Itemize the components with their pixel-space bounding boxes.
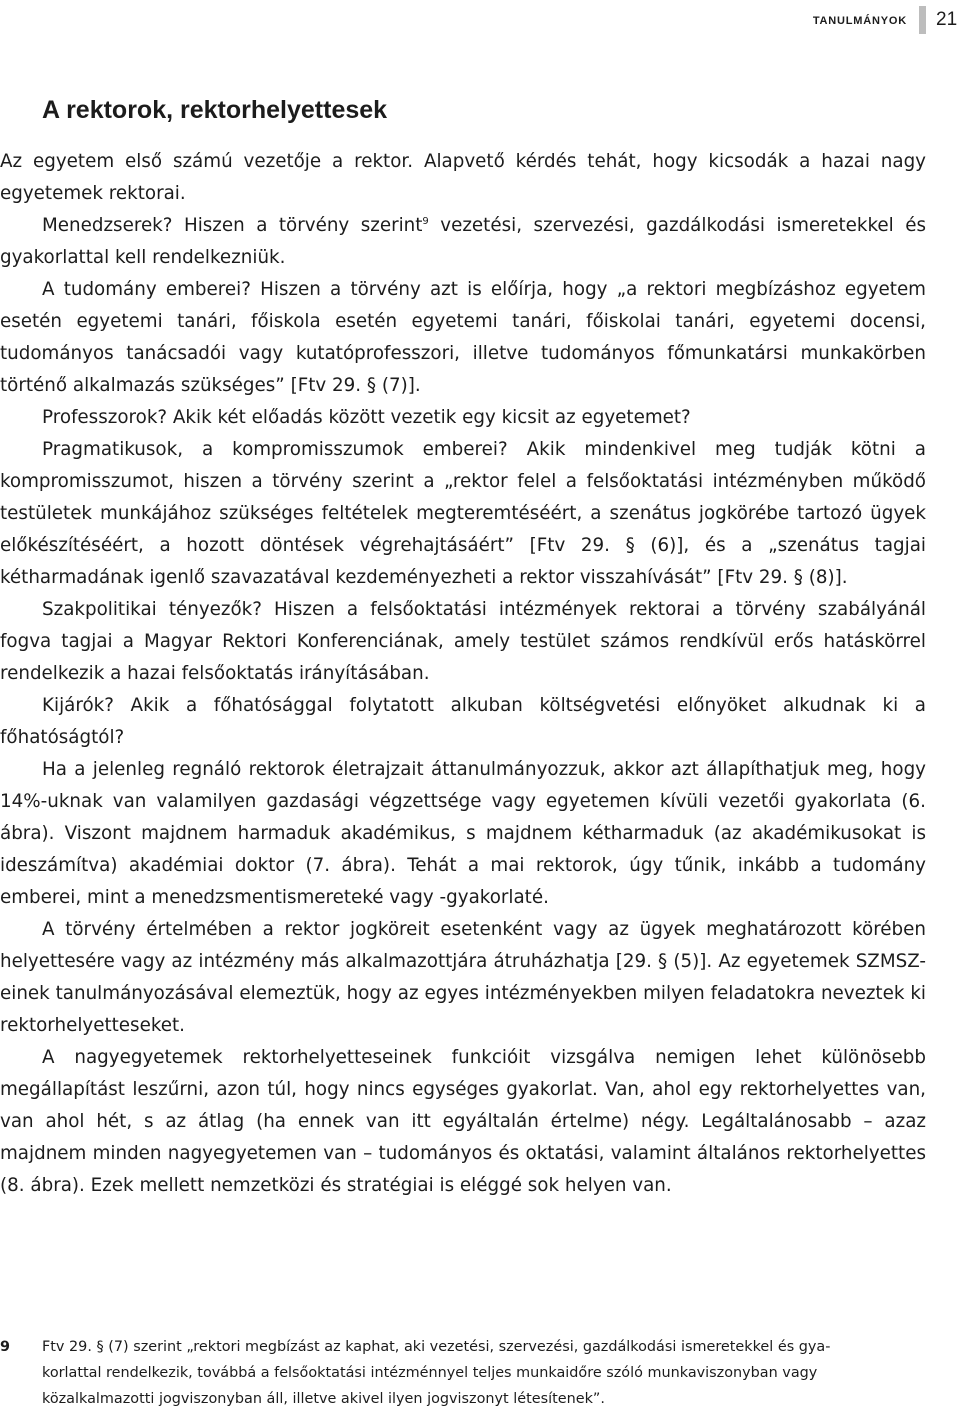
paragraph-2-text-b: vezetési, szervezési, gazdálkodási ismeretekkel és gyakorlattal kell rendelkezniük.: [0, 215, 926, 268]
paragraph-4: Professzorok? Akik két előadás között vezetik egy kicsit az egyetemet?: [42, 407, 691, 428]
page-number: 21: [936, 9, 958, 30]
running-header-section: tanulmányok: [812, 11, 907, 28]
running-header: [813, 6, 960, 34]
paragraph-1: Az egyetem első számú vezetője a rektor. Alapvető kérdés tehát, hogy kicsodák a hazai nagy egyetemek rektorai.: [0, 151, 926, 204]
footnote-reference[interactable]: 9: [422, 216, 429, 227]
footnote-text: [42, 1334, 924, 1412]
paragraph-7: Kijárók? Akik a főhatósággal folytatott alkuban költségvetési előnyöket alkudnak ki a főhatóságtól?: [0, 695, 926, 748]
paragraph-2: [0, 210, 926, 274]
paragraph-10: A nagyegyetemek rektorhelyetteseinek funkcióit vizsgálva nemigen lehet különösebb megállapítást leszűrni, azon túl, hogy nincs egységes gyakorlat. Van, ahol egy rektorhelyettes van, van ahol hét, s az átlag (ha ennek van itt egyáltalán értelme) négy. Legáltalánosabb – azaz majdnem minden nagyegyetemen van – tudományos és oktatási, valamint általános rektorhelyettes (8. ábra). Ezek mellett nemzetközi és stratégiai is eléggé sok helyen van.: [0, 1047, 926, 1196]
paragraph-3: A tudomány emberei? Hiszen a törvény azt is előírja, hogy „a rektori megbízáshoz egyetem esetén egyetemi tanári, főiskola esetén egyetemi tanári, főiskolai tanári, egyetemi docensi, tudományos tanácsadói vagy kutatóprofesszori, illetve tudományos főmunkatársi munkakörben történő alkalmazás szükséges” [Ftv 29. § (7)].: [0, 279, 926, 396]
paragraph-9: A törvény értelmében a rektor jogköreit esetenként vagy az ügyek meghatározott körében helyettesére vagy az intézmény más alkalmazottjára átruházhatja [29. § (5)]. Az egyetemek SZMSZ-einek tanulmányozásával elemeztük, hogy az egyes intézményekben milyen feladatokra neveztek ki rektorhelyetteseket.: [0, 919, 926, 1036]
paragraph-6: Szakpolitikai tényezők? Hiszen a felsőoktatási intézmények rektorai a törvény szabályánál fogva tagjai a Magyar Rektori Konferenciának, amely testület számos rendkívül erős hatáskörrel rendelkezik a hazai felsőoktatás irányításában.: [0, 599, 926, 684]
body-text: [0, 146, 926, 1202]
section-heading: A rektorok, rektorhelyettesek: [42, 96, 388, 124]
footnote-number: 9: [0, 1339, 11, 1355]
footnote-line: Ftv 29. § (7) szerint „rektori megbízást az kaphat, aki vezetési, szervezési, gazdálkodási ismeretekkel és gya-: [42, 1339, 831, 1355]
footnote-line: korlattal rendelkezik, továbbá a felsőoktatási intézménnyel teljes munkaidőre szóló munkaviszonyban vagy: [42, 1365, 818, 1381]
paragraph-5: Pragmatikusok, a kompromisszumok emberei? Akik mindenkivel meg tudják kötni a kompromisszumot, hiszen a törvény szerint a „rektor felel a felsőoktatási intézményben működő testületek munkájához szükséges feltételek megteremtéséért, a szenátus jogkörébe tartozó ügyek előkészítéséért, a hozott döntések végrehajtásáért” [Ftv 29. § (6)], és a „szenátus tagjai kétharmadának igenlő szavazatával kezdeményezheti a rektor visszahívását” [Ftv 29. § (8)].: [0, 439, 926, 588]
header-divider-bar: [919, 6, 926, 34]
footnote-line: közalkalmazotti jogviszonyban áll, illetve akivel ilyen jogviszonyt létesítenek”.: [42, 1391, 605, 1407]
paragraph-2-text-a: Menedzserek? Hiszen a törvény szerint: [42, 215, 423, 236]
footnote: [0, 1334, 924, 1412]
paragraph-8: Ha a jelenleg regnáló rektorok életrajzait áttanulmányozzuk, akkor azt állapíthatjuk meg, hogy 14%-uknak van valamilyen gazdasági végzettsége vagy egyetemen kívüli vezetői gyakorlata (6. ábra). Viszont majdnem harmaduk akadémikus, s majdnem kétharmaduk (az akadémikusokat is ideszámítva) akadémiai doktor (7. ábra). Tehát a mai rektorok, úgy tűnik, inkább a tudomány emberei, mint a menedzsmentismereteké vagy -gyakorlaté.: [0, 759, 926, 908]
